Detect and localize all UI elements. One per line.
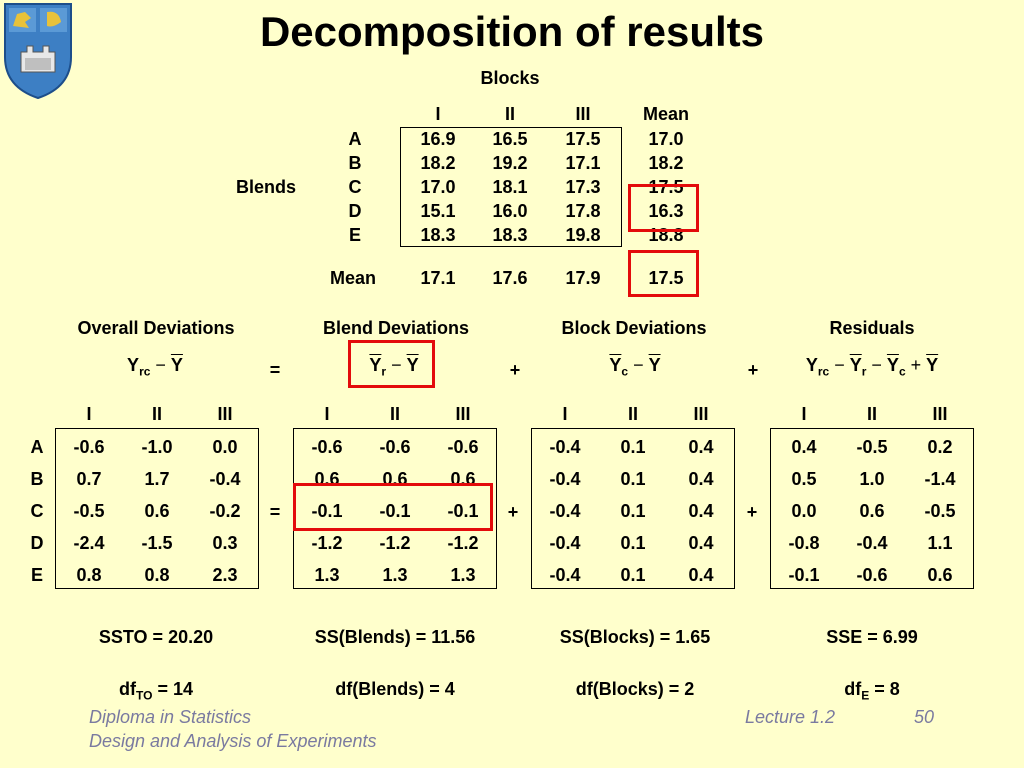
section-blend-deviations: Blend Deviations (322, 318, 470, 338)
df-total-prefix: df (119, 679, 136, 699)
matrix-cell-block: 0.4 (688, 469, 714, 489)
matrix-cell-blend: 0.6 (314, 469, 340, 489)
ssto: SSTO = 20.20 (98, 627, 214, 647)
matrix-cell-overall: -0.6 (73, 437, 105, 457)
matrix-cell-block: -0.4 (549, 533, 581, 553)
plus-sign-matrix-1: + (507, 502, 519, 522)
top-table-cell: 17.5 (565, 129, 601, 149)
section-block-deviations: Block Deviations (561, 318, 707, 338)
matrix-col-header-overall: III (217, 404, 233, 424)
matrix-cell-blend: -0.1 (379, 501, 411, 521)
top-col-header-1: I (435, 104, 441, 124)
matrix-cell-block: 0.1 (620, 469, 646, 489)
section-residuals: Residuals (829, 318, 915, 338)
df-error-prefix: df (844, 679, 862, 699)
matrix-cell-blend: -0.6 (379, 437, 411, 457)
matrix-cell-blend: 0.6 (382, 469, 408, 489)
top-row-mean: 18.2 (648, 153, 684, 173)
footer-lecture: Lecture 1.2 (745, 707, 836, 727)
matrix-cell-block: 0.4 (688, 533, 714, 553)
top-row-mean: 17.5 (648, 177, 684, 197)
matrix-cell-residuals: -0.8 (788, 533, 820, 553)
top-table-cell: 18.2 (420, 153, 456, 173)
top-col-header-3: III (575, 104, 591, 124)
df-total-value: = 14 (152, 679, 193, 699)
top-row-mean: 18.8 (648, 225, 684, 245)
top-table-cell: 17.3 (565, 177, 601, 197)
matrix-col-header-residuals: II (866, 404, 877, 424)
matrix-cell-overall: 0.7 (76, 469, 102, 489)
top-table-cell: 18.3 (420, 225, 456, 245)
matrix-col-header-block: II (627, 404, 638, 424)
plus-sign-top-2: + (747, 360, 759, 380)
top-mean-col-2: 17.6 (492, 268, 528, 288)
matrix-col-header-overall: I (86, 404, 92, 424)
top-row-label: C (348, 177, 362, 197)
plus-sign-top-1: + (509, 360, 521, 380)
footer-page-number: 50 (914, 707, 935, 727)
matrix-cell-residuals: -0.1 (788, 565, 820, 585)
ss-blends: SS(Blends) = 11.56 (314, 627, 476, 647)
top-table-cell: 19.2 (492, 153, 528, 173)
matrix-cell-blend: -1.2 (379, 533, 411, 553)
slide-title: Decomposition of results (259, 8, 765, 55)
footer-course: Diploma in Statistics (89, 707, 252, 727)
formula-block: $\overline{Y}_c - \overline{Y}$ (609, 355, 661, 379)
matrix-cell-residuals: 1.1 (927, 533, 953, 553)
top-row-label: E (348, 225, 361, 245)
matrix-cell-residuals: -0.4 (856, 533, 888, 553)
top-row-label: A (348, 129, 362, 149)
matrix-cell-blend: 1.3 (314, 565, 340, 585)
top-mean-col-1: 17.1 (420, 268, 456, 288)
ss-blocks: SS(Blocks) = 1.65 (559, 627, 711, 647)
top-table-cell: 17.0 (420, 177, 456, 197)
df-error (772, 679, 972, 703)
top-row-mean: 17.0 (648, 129, 684, 149)
formula-overall: $Y_{rc} - \overline{Y}$ (127, 355, 183, 379)
top-row-label: D (348, 201, 362, 221)
matrix-cell-overall: 0.6 (144, 501, 170, 521)
matrix-cell-block: -0.4 (549, 565, 581, 585)
matrix-cell-residuals: 0.4 (791, 437, 817, 457)
blocks-label-text: Blocks (480, 68, 540, 88)
matrix-row-label: D (30, 533, 44, 553)
matrix-cell-overall: -1.5 (141, 533, 173, 553)
top-col-header-2: II (504, 104, 515, 124)
top-mean-col-3: 17.9 (565, 268, 601, 288)
top-table-cell: 18.1 (492, 177, 528, 197)
matrix-cell-residuals: -0.6 (856, 565, 888, 585)
matrix-cell-overall: -2.4 (73, 533, 105, 553)
matrix-cell-overall: 1.7 (144, 469, 170, 489)
matrix-cell-overall: 2.3 (212, 565, 238, 585)
sse: SSE = 6.99 (826, 627, 918, 647)
df-error-value: = 8 (869, 679, 900, 699)
matrix-cell-block: 0.1 (620, 565, 646, 585)
matrix-cell-residuals: 0.5 (791, 469, 817, 489)
matrix-cell-block: 0.1 (620, 437, 646, 457)
matrix-cell-block: -0.4 (549, 469, 581, 489)
matrix-cell-blend: -1.2 (447, 533, 479, 553)
matrix-cell-overall: 0.3 (212, 533, 238, 553)
formula-residuals: $Y_{rc} - \overline{Y}_r - \overline{Y}_c + \overline{Y}$ (805, 355, 939, 379)
top-table-cell: 16.0 (492, 201, 528, 221)
footer-subject: Design and Analysis of Experiments (89, 731, 377, 751)
blocks-label (460, 68, 560, 89)
matrix-cell-overall: -0.4 (209, 469, 241, 489)
formula-blend: $\overline{Y}_r - \overline{Y}$ (369, 355, 419, 379)
top-table-cell: 18.3 (492, 225, 528, 245)
matrix-cell-blend: -0.6 (447, 437, 479, 457)
matrix-row-label: B (30, 469, 44, 489)
df-blocks: df(Blocks) = 2 (575, 679, 695, 699)
matrix-row-label: A (30, 437, 44, 457)
blends-label: Blends (236, 177, 297, 197)
matrix-cell-residuals: 0.2 (927, 437, 953, 457)
top-table-cell: 16.9 (420, 129, 456, 149)
matrix-cell-residuals: -1.4 (924, 469, 956, 489)
matrix-cell-block: 0.1 (620, 533, 646, 553)
equals-sign-matrix: = (269, 502, 281, 522)
matrix-cell-block: 0.1 (620, 501, 646, 521)
matrix-cell-block: 0.4 (688, 565, 714, 585)
section-overall-deviations: Overall Deviations (77, 318, 235, 338)
matrix-row-label: C (30, 501, 44, 521)
top-col-header-mean: Mean (642, 104, 689, 124)
matrix-cell-block: 0.4 (688, 501, 714, 521)
matrix-col-header-blend: II (389, 404, 400, 424)
matrix-cell-overall: 0.8 (144, 565, 170, 585)
top-table-cell: 17.1 (565, 153, 601, 173)
matrix-cell-blend: 1.3 (382, 565, 408, 585)
df-error-subscript: E (861, 688, 870, 703)
matrix-cell-block: -0.4 (549, 437, 581, 457)
matrix-cell-overall: -0.2 (209, 501, 241, 521)
matrix-cell-overall: 0.8 (76, 565, 102, 585)
matrix-col-header-blend: I (324, 404, 330, 424)
matrix-cell-overall: -0.5 (73, 501, 105, 521)
top-table-cell: 19.8 (565, 225, 601, 245)
matrix-col-header-residuals: III (932, 404, 948, 424)
highlight-box-blend-formula (348, 340, 435, 388)
matrix-cell-block: -0.4 (549, 501, 581, 521)
matrix-cell-blend: -0.1 (311, 501, 343, 521)
matrix-row-label: E (30, 565, 43, 585)
matrix-cell-residuals: 0.6 (927, 565, 953, 585)
equals-sign-top: = (269, 360, 281, 380)
top-table-cell: 16.5 (492, 129, 528, 149)
matrix-cell-blend: 0.6 (450, 469, 476, 489)
highlight-box-blend-row-c (293, 483, 493, 531)
highlight-box-grand-mean (628, 250, 699, 297)
matrix-col-header-block: III (693, 404, 709, 424)
matrix-col-header-block: I (562, 404, 568, 424)
matrix-cell-residuals: -0.5 (856, 437, 888, 457)
top-row-label: B (348, 153, 362, 173)
top-table-cell: 17.8 (565, 201, 601, 221)
matrix-cell-residuals: 0.0 (791, 501, 817, 521)
matrix-col-header-overall: II (151, 404, 162, 424)
matrix-cell-blend: 1.3 (450, 565, 476, 585)
matrix-cell-overall: 0.0 (212, 437, 238, 457)
matrix-cell-blend: -0.6 (311, 437, 343, 457)
top-row-mean: 16.3 (648, 201, 684, 221)
matrix-cell-residuals: 1.0 (859, 469, 885, 489)
highlight-box-blend-mean (628, 184, 699, 232)
matrix-cell-residuals: -0.5 (924, 501, 956, 521)
plus-sign-matrix-2: + (746, 502, 758, 522)
df-total-subscript: TO (136, 688, 153, 703)
matrix-cell-blend: -1.2 (311, 533, 343, 553)
top-mean-row-label: Mean (330, 268, 377, 288)
matrix-cell-blend: -0.1 (447, 501, 479, 521)
matrix-col-header-blend: III (455, 404, 471, 424)
top-table-cell: 15.1 (420, 201, 456, 221)
df-total (56, 679, 256, 703)
matrix-cell-overall: -1.0 (141, 437, 173, 457)
matrix-col-header-residuals: I (801, 404, 807, 424)
grand-mean: 17.5 (648, 268, 684, 288)
matrix-cell-residuals: 0.6 (859, 501, 885, 521)
df-blends: df(Blends) = 4 (335, 679, 455, 699)
matrix-cell-block: 0.4 (688, 437, 714, 457)
